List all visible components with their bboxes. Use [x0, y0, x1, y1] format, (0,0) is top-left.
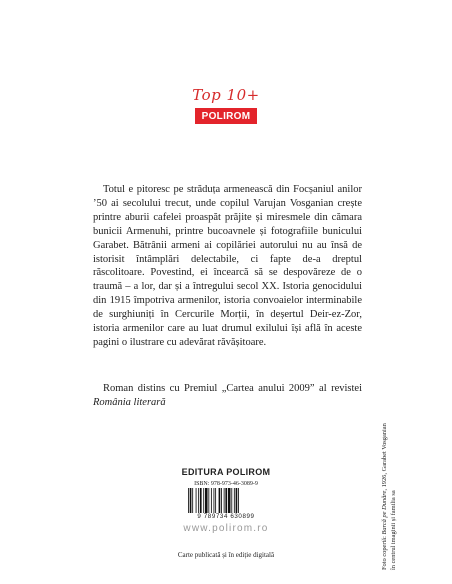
credit-line-2: în centrul imaginii și familia sa [390, 490, 397, 570]
award-note [93, 382, 362, 410]
barcode-digits: 9 789734 630899 [197, 513, 255, 520]
award-magazine: România literară [93, 396, 166, 408]
publisher-website: www.polirom.ro [183, 523, 269, 534]
series-top10-label: Top 10+ [192, 86, 260, 104]
digital-edition-note: Carte publicată și în ediție digitală [177, 551, 275, 559]
publisher-name: EDITURA POLIROM [181, 467, 271, 477]
polirom-logo-badge: POLIROM [195, 108, 258, 124]
award-text: Roman distins cu Premiul „Cartea anului 2009” al revistei [103, 383, 362, 394]
cover-photo-credit [380, 160, 398, 570]
back-cover-blurb: Totul e pitoresc pe străduța armenească din Focșaniul anilor ’50 ai secolului trecut, unde copilul Varujan Vosganian crește printre aburii cafelei proaspăt prăjite și miresmele din cămara bunicii Armenuhi, printre bucoavnele și fotografiile bunicului Garabet. Bătrânii armeni ai copilăriei autorului nu au însă de istorisit întâmplări delectabile, ci fapte de-a dreptul răscolitoare. Povestind, ei încearcă să se despovăreze de o traumă – a lor, dar și a întregului secol XX. Istoria genocidului din 1915 împotriva armenilor, istoria convoaielor interminabile de surghiuniți în Cercurile Morții, în deșertul Deir-ez-Zor, istoria armenilor care au luat drumul exilului își află în aceste pagini o ilustrare cu adevărat răvășitoare. [93, 184, 362, 348]
isbn-label: ISBN: 978-973-46-3089-9 [194, 481, 258, 487]
credit-line-1: Foto copertă: Barcă pe Dunăre, 1926, Garabet Vosganian [381, 423, 388, 570]
series-header [0, 86, 452, 124]
isbn-barcode [186, 488, 266, 513]
